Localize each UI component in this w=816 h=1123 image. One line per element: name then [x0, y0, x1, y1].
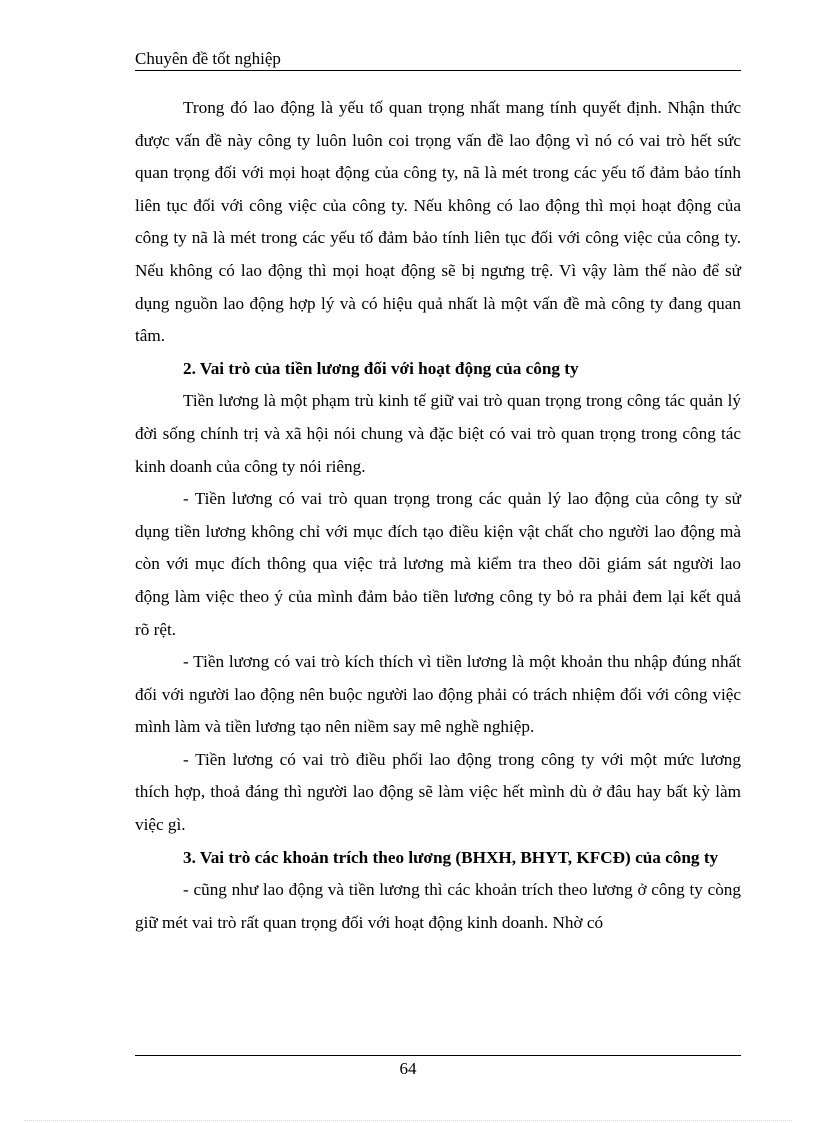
- paragraph-labor-importance: Trong đó lao động là yếu tố quan trọng nhất mang tính quyết định. Nhận thức được vấn đề này công ty luôn luôn coi trọng vấn đề lao động vì nó có vai trò hết sức quan trọng đối với mọi hoạt động của công ty, nã là mét trong các yếu tố đảm bảo tính liên tục đối với công việc của công ty. Nếu không có lao động thì mọi hoạt động của công ty nã là mét trong các yếu tố đảm bảo tính liên tục đối với công việc của công ty. Nếu không có lao động thì mọi hoạt động sẽ bị ngưng trệ. Vì vậy làm thế nào để sử dụng nguồn lao động hợp lý và có hiệu quả nhất là một vấn đề mà công ty đang quan tâm.: [135, 98, 741, 346]
- paragraph-salary-definition: Tiền lương là một phạm trù kinh tế giữ vai trò quan trọng trong công tác quản lý đời sống chính trị và xã hội nói chung và đặc biệt có vai trò quan trọng trong công tác kinh doanh của công ty nói riêng.: [135, 391, 741, 476]
- footer-rule: [135, 1055, 741, 1056]
- header-rule: [135, 70, 741, 71]
- running-header-title: Chuyên đề tốt nghiệp: [135, 49, 281, 68]
- page-edge-divider: [24, 1120, 792, 1121]
- page-number: 64: [399, 1059, 417, 1078]
- paragraph-salary-management: - Tiền lương có vai trò quan trọng trong các quản lý lao động của công ty sử dụng tiền lương không chỉ với mục đích tạo điều kiện vật chất cho người lao động mà còn với mục đích thông qua việc trả lương mà kiểm tra theo dõi giám sát người lao động làm việc theo ý của mình đảm bảo tiền lương công ty bỏ ra phải đem lại kết quả rõ rệt.: [135, 489, 741, 639]
- heading-deductions-role: 3. Vai trò các khoản trích theo lương (BHXH, BHYT, KFCĐ) của công ty: [183, 847, 719, 867]
- heading-salary-role: 2. Vai trò của tiền lương đối với hoạt động của công ty: [183, 358, 579, 378]
- page-body: [135, 92, 741, 939]
- paragraph-deductions: - cũng như lao động và tiền lương thì các khoản trích theo lương ở công ty còng giữ mét vai trò rất quan trọng đối với hoạt động kinh doanh. Nhờ có: [135, 880, 741, 932]
- paragraph-salary-coordination: - Tiền lương có vai trò điều phối lao động trong công ty với một mức lương thích hợp, thoả đáng thì người lao động sẽ làm việc hết mình dù ở đâu hay bất kỳ làm việc gì.: [135, 749, 741, 835]
- paragraph-salary-stimulus: - Tiền lương có vai trò kích thích vì tiền lương là một khoản thu nhập đúng nhất đối với người lao động nên buộc người lao động phải có trách nhiệm đối với công việc mình làm và tiền lương tạo nên niềm say mê nghề nghiệp.: [135, 652, 741, 737]
